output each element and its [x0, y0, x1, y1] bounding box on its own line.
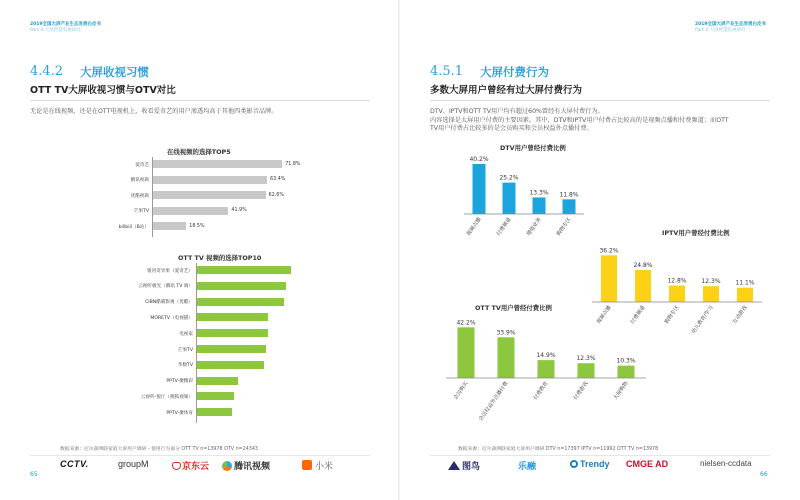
- bar-label: 腾讯视频: [130, 178, 149, 183]
- bar: [503, 183, 516, 214]
- category-label: 互动游戏: [731, 304, 749, 326]
- right-header-sub: Part 4 大屏智慧电视研究: [695, 28, 746, 33]
- bar: [669, 286, 685, 302]
- logo-jdcloud: [172, 459, 209, 472]
- category-label: 付费频道: [495, 216, 513, 238]
- bar-label: 云视听极光（腾讯 TV 端）: [138, 284, 193, 290]
- right-body-text: [430, 108, 775, 134]
- bar: [197, 266, 291, 274]
- bar-label: 华数TV: [177, 363, 193, 369]
- category-label: 会员权益外点播付费: [477, 380, 510, 423]
- chart-iptv-title: IPTV用户曾经付费比例: [662, 229, 730, 237]
- bar-label: 电视家: [179, 331, 193, 337]
- right-section-title: 大屏付费行为: [480, 65, 549, 79]
- bar: [498, 337, 515, 378]
- category-label: 付费频道: [629, 304, 647, 326]
- category-label: 购物专区: [663, 304, 681, 326]
- bar: [458, 327, 475, 378]
- axis-line: [152, 157, 153, 237]
- bar: [153, 207, 228, 215]
- logo-xiaomi: [302, 459, 333, 472]
- chart-ott-pay-title: OTT TV用户曾经付费比例: [475, 304, 552, 312]
- bar: [153, 222, 186, 230]
- bar-label: MORETV（电视猫）: [150, 315, 193, 321]
- chart-dtv: [455, 152, 595, 248]
- bar-value-label: 33.9%: [496, 329, 516, 337]
- left-section-title: 大屏收视习惯: [80, 65, 149, 79]
- bar-value-label: 11.8%: [559, 191, 579, 199]
- bar: [601, 255, 617, 302]
- bar: [197, 298, 284, 306]
- right-source-note: 数据来源：尼尔森网联家庭大屏用户调研 DTV n=17397 IPTV n=11992 OTT TV n=13978: [458, 447, 659, 452]
- bar: [737, 288, 753, 302]
- left-header-title: 2019全国大屏产业生态发展白皮书: [30, 22, 102, 27]
- category-label: 购物专区: [555, 216, 573, 238]
- bar-label: 云视听-悦厅（搜狐视频）: [140, 394, 193, 400]
- bar-label: bilibili（B站）: [118, 224, 149, 230]
- bar-label: PPTV-聚精彩: [166, 379, 193, 385]
- right-header-title: 2019全国大屏产业生态发展白皮书: [695, 22, 767, 27]
- logo-lerong: 乐融: [518, 461, 537, 471]
- bar: [635, 270, 651, 302]
- bar-value-label: 14.9%: [536, 352, 556, 360]
- right-footer-divider: [430, 455, 770, 456]
- bar-value-label: 24.8%: [633, 262, 653, 270]
- bar-value-label: 40.2%: [469, 155, 489, 163]
- bar: [578, 363, 595, 378]
- bar-value-label: 12.8%: [667, 277, 687, 285]
- logo-jdcloud-text: 京东云: [182, 461, 210, 471]
- chart-ott-pay: [440, 313, 655, 423]
- mi-logo-icon: [302, 460, 312, 470]
- bar: [563, 199, 576, 214]
- right-body-line-1: DTV、IPTV和OTT TV用户均有超过60%曾经有大屏付费行为。: [430, 108, 604, 115]
- right-divider: [430, 100, 770, 101]
- axis-line: [196, 263, 197, 423]
- category-label: 视频点播: [595, 304, 613, 326]
- bar-value-label: 63.4%: [270, 177, 286, 182]
- bar-value-label: 41.9%: [231, 208, 247, 213]
- right-page-number: 66: [760, 471, 768, 478]
- chart-ott-video-title: OTT TV 视频的选择TOP10: [178, 254, 262, 262]
- category-label: 付费教育: [532, 380, 550, 402]
- bar: [153, 160, 282, 168]
- bar: [533, 197, 546, 214]
- bar-label: PPTV-聚体育: [166, 410, 193, 416]
- category-label: 视频点播: [465, 216, 483, 238]
- bar: [703, 286, 719, 302]
- bar-value-label: 10.3%: [616, 357, 636, 365]
- bar-label: 银河奇异果（爱奇艺）: [147, 268, 193, 274]
- bar-value-label: 12.3%: [701, 278, 721, 286]
- bar: [153, 191, 266, 199]
- logo-nielsen-ccdata: nielsen-ccdata: [700, 459, 752, 468]
- bar-value-label: 13.3%: [529, 189, 549, 197]
- bar: [197, 392, 234, 400]
- category-label: 付费游戏: [572, 380, 590, 402]
- bar: [197, 282, 286, 290]
- chart-dtv-title: DTV用户曾经付费比例: [500, 144, 566, 152]
- category-label: 大屏购物: [612, 380, 630, 402]
- bar: [197, 361, 264, 369]
- bar-value-label: 25.2%: [499, 174, 519, 182]
- bar: [153, 176, 267, 184]
- bar-label: 芒果TV: [177, 347, 193, 353]
- bar: [538, 360, 555, 378]
- circle-logo-icon: [570, 460, 578, 468]
- bar-label: 芒果TV: [133, 209, 149, 214]
- bar: [197, 408, 232, 416]
- bar-value-label: 12.3%: [576, 355, 596, 363]
- right-page: [400, 0, 800, 500]
- left-subtitle: OTT TV大屏收视习惯与OTV对比: [30, 85, 176, 96]
- bird-logo-icon: [448, 461, 460, 470]
- right-body-line-2: 内容选择是大屏用户付费的主要因素。其中，DTV和IPTV用户付费占比较高的是视频点播和付费频道；而OTT: [430, 116, 729, 124]
- left-header-sub: Part 4 大屏智慧电视研究: [30, 28, 81, 33]
- bar: [197, 313, 268, 321]
- bar-value-label: 42.2%: [456, 319, 476, 327]
- bar-value-label: 11.1%: [735, 279, 755, 287]
- bar: [197, 345, 266, 353]
- left-body-text: 无论是在线视频，还是在OTT电视机上，收看爱奇艺的用户渗透均高于其他四类影音品牌。: [30, 108, 278, 115]
- logo-groupm: groupM: [118, 459, 149, 469]
- left-page-number: 65: [30, 471, 38, 478]
- bar-label: 优酷视频: [130, 193, 149, 199]
- dog-logo-icon: [172, 462, 181, 470]
- bar: [197, 329, 268, 337]
- right-running-header: [695, 22, 766, 34]
- bar-value-label: 36.2%: [599, 247, 619, 255]
- logo-tencent-video-text: 腾讯视频: [234, 461, 271, 471]
- bar-label: 爱奇艺: [135, 162, 149, 168]
- bar-value-label: 18.5%: [189, 223, 205, 229]
- logo-xiaomi-text: 小米: [315, 461, 334, 471]
- left-footer-divider: [30, 455, 370, 456]
- play-logo-icon: [222, 461, 232, 471]
- right-body-line-3: TV用户付费占比较多的是会员购买和会员权益外点播付费。: [430, 125, 593, 132]
- left-source-note: 数据来源：尼尔森网联家庭大屏用户调研 - 使用行为部分 OTT TV n=13978 OTV n=24343: [60, 447, 258, 452]
- logo-trendy: [570, 459, 610, 469]
- right-subtitle: 多数大屏用户曾经有过大屏付费行为: [430, 85, 583, 96]
- category-label: 幼儿教育/学习: [690, 304, 715, 336]
- bar: [473, 164, 486, 214]
- left-running-header: [30, 22, 101, 34]
- logo-tencent-video: [222, 459, 270, 472]
- chart-online-video-title: 在线视频的选择TOP5: [167, 148, 231, 156]
- left-section-number: 4.4.2: [30, 64, 64, 79]
- bar: [197, 377, 238, 385]
- right-section-number: 4.5.1: [430, 64, 464, 79]
- logo-cmge-ad: CMGE AD: [626, 459, 669, 469]
- bar-label: CIBN酷喵影视（优酷）: [145, 300, 193, 306]
- category-label: 增值业务: [525, 216, 543, 238]
- logo-cctv: CCTV.: [60, 459, 89, 469]
- logo-trendy-text: Trendy: [580, 459, 610, 469]
- bar: [618, 366, 635, 378]
- bar-value-label: 62.6%: [268, 192, 284, 198]
- bar-value-label: 71.8%: [285, 161, 301, 167]
- logo-tuniao: [448, 459, 480, 472]
- left-divider: [30, 100, 370, 101]
- logo-tuniao-text: 图鸟: [462, 461, 481, 471]
- category-label: 会员购买: [452, 380, 470, 402]
